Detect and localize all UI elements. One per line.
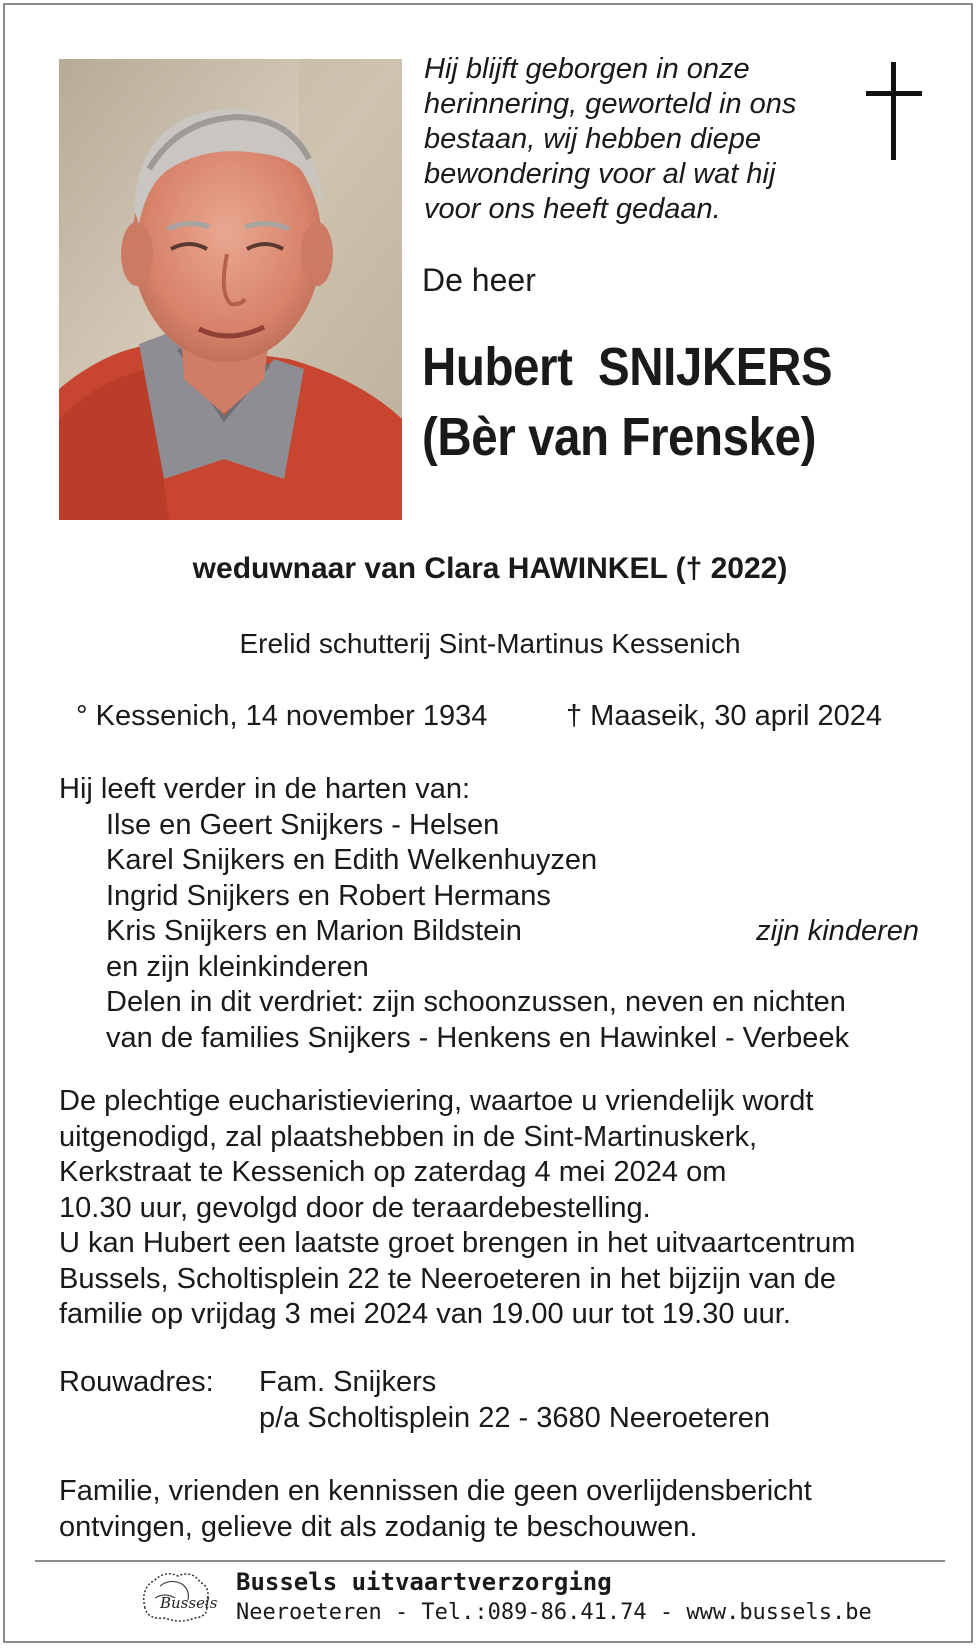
ceremony-line: U kan Hubert een laatste groet brengen in het uitvaartcentrum [59,1227,856,1259]
footer-divider [35,1560,945,1562]
ceremony-section [59,1084,919,1333]
children-label: zijn kinderen [756,915,919,947]
portrait-photo [59,59,402,520]
child-line: Ilse en Geert Snijkers - Helsen [106,808,500,841]
notice-section [59,1474,919,1545]
funeral-home-name: Bussels uitvaartverzorging [236,1568,612,1596]
logo-text: Bussels [160,1594,218,1612]
relatives-line: Delen in dit verdriet: zijn schoonzussen, neven en nichten [106,986,846,1018]
bussels-logo [130,1568,220,1626]
memorial-poem [424,52,844,227]
ceremony-line: Bussels, Scholtisplein 22 te Neeroeteren in het bijzijn van de [59,1262,837,1295]
ceremony-line: De plechtige eucharistieviering, waartoe u vriendelijk wordt [59,1085,814,1117]
address-label: Rouwadres: [59,1366,214,1398]
deceased-name [422,332,832,472]
child-line: Karel Snijkers en Edith Welkenhuyzen [106,844,598,876]
relatives-line: van de families Snijkers - Henkens en Hawinkel - Verbeek [106,1021,850,1054]
poem-line: bestaan, wij hebben diepe [424,123,761,155]
ceremony-line: Kerkstraat te Kessenich op zaterdag 4 mei 2024 om [59,1156,727,1188]
birth-date: ° Kessenich, 14 november 1934 [76,700,488,732]
survived-intro: Hij leeft verder in de harten van: [59,773,471,805]
widower-line: weduwnaar van Clara HAWINKEL († 2022) [192,552,788,585]
child-line-with-label [59,914,919,950]
ceremony-line: uitgenodigd, zal plaatshebben in de Sint-Martinuskerk, [59,1120,758,1153]
poem-line: herinnering, geworteld in ons [424,88,797,120]
survived-by-section [59,772,919,1056]
ceremony-line: familie op vrijdag 3 mei 2024 van 19.00 uur tot 19.30 uur. [59,1298,791,1330]
address-line: p/a Scholtisplein 22 - 3680 Neeroeteren [259,1401,771,1434]
nickname: (Bèr van Frenske) [422,407,816,467]
poem-line: voor ons heeft gedaan. [424,193,721,225]
poem-line: bewondering voor al wat hij [424,158,776,190]
notice-line: Familie, vrienden en kennissen die geen overlijdensbericht [59,1475,812,1507]
child-line: Kris Snijkers en Marion Bildstein [106,915,522,947]
poem-line: Hij blijft geborgen in onze [424,53,750,85]
full-name: Hubert SNIJKERS [422,337,833,397]
grandchildren-line: en zijn kleinkinderen [106,950,369,983]
cross-icon [866,62,922,160]
death-date: † Maaseik, 30 april 2024 [566,700,882,732]
honorary-member-line: Erelid schutterij Sint-Martinus Kessenich [239,628,741,659]
notice-line: ontvingen, gelieve dit als zodanig te beschouwen. [59,1510,698,1543]
funeral-home-contact: Neeroeteren - Tel.:089-86.41.74 - www.bussels.be [236,1600,872,1625]
child-line: Ingrid Snijkers en Robert Hermans [106,879,551,912]
ceremony-line: 10.30 uur, gevolgd door de teraardebestelling. [59,1191,651,1224]
salutation: De heer [422,262,536,298]
mourning-address [59,1365,919,1436]
address-line: Fam. Snijkers [259,1366,437,1398]
